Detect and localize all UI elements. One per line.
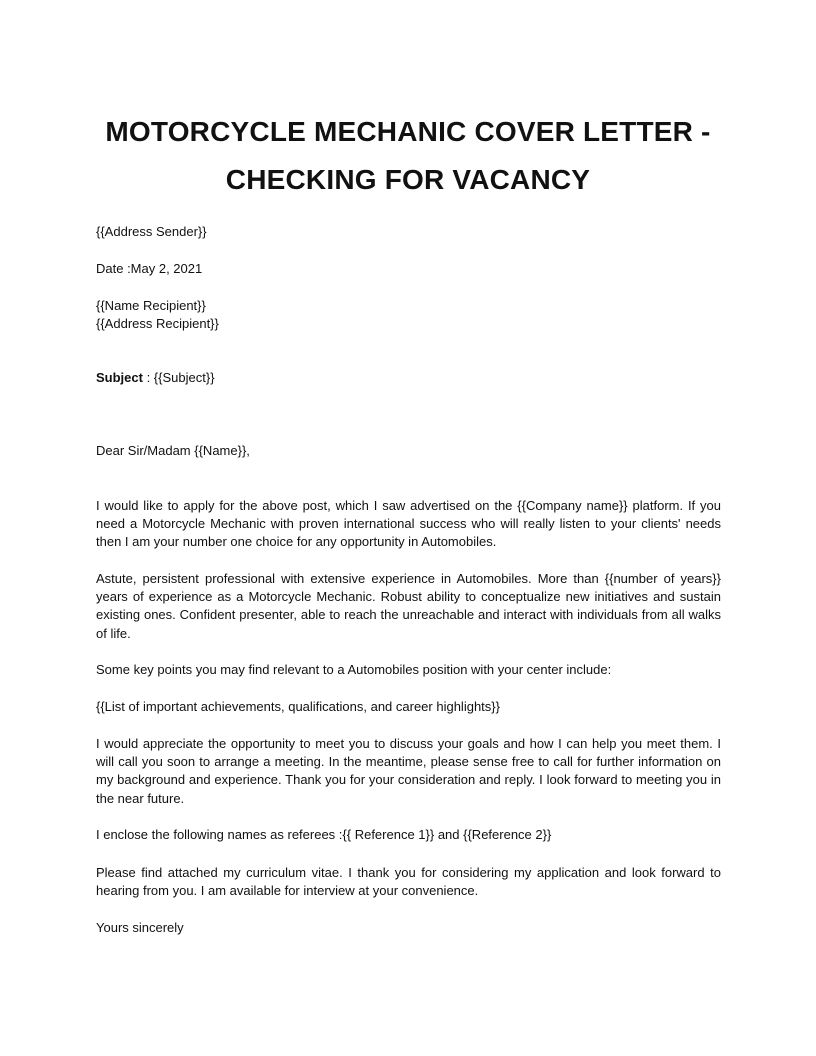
name-recipient: {{Name Recipient}}: [96, 298, 206, 313]
subject-value: : {{Subject}}: [142, 370, 215, 385]
subject-label: Subject: [96, 370, 143, 385]
salutation: Dear Sir/Madam {{Name}},: [96, 443, 250, 458]
paragraph-intro: I would like to apply for the above post, which I saw advertised on the {{Company name}} platform. If you need a Motorcycle Mechanic with proven international success who will really listen to your clients' needs then I am your number one choice for any opportunity in Automobiles.: [96, 498, 721, 550]
document-title-line-1: MOTORCYCLE MECHANIC COVER LETTER -: [105, 116, 711, 147]
paragraph-achievements: {{List of important achievements, qualifications, and career highlights}}: [96, 699, 500, 714]
paragraph-meeting: I would appreciate the opportunity to meet you to discuss your goals and how I can help you meet them. I will call you soon to arrange a meeting. In the meantime, please sense free to call for further information on my background and experience. Thank you for your consideration and reply. I look forward to meeting you in the near future.: [96, 736, 721, 806]
paragraph-experience: Astute, persistent professional with extensive experience in Automobiles. More than {{number of years}} years of experience as a Motorcycle Mechanic. Robust ability to conceptualize new initiatives and sustain existing ones. Confident presenter, able to reach the unreachable and interact with individuals from all walks of life.: [96, 571, 721, 641]
document-title-line-2: CHECKING FOR VACANCY: [225, 164, 591, 195]
subject-line: [96, 369, 215, 387]
address-recipient: {{Address Recipient}}: [96, 316, 219, 331]
address-sender: {{Address Sender}}: [96, 224, 207, 239]
paragraph-key-points: Some key points you may find relevant to a Automobiles position with your center include:: [96, 662, 612, 677]
closing: Yours sincerely: [96, 920, 184, 935]
paragraph-cv: Please find attached my curriculum vitae. I thank you for considering my application and look forward to hearing from you. I am available for interview at your convenience.: [96, 865, 721, 899]
paragraph-referees: I enclose the following names as referees :{{ Reference 1}} and {{Reference 2}}: [96, 827, 552, 842]
letter-date: Date :May 2, 2021: [96, 261, 203, 276]
